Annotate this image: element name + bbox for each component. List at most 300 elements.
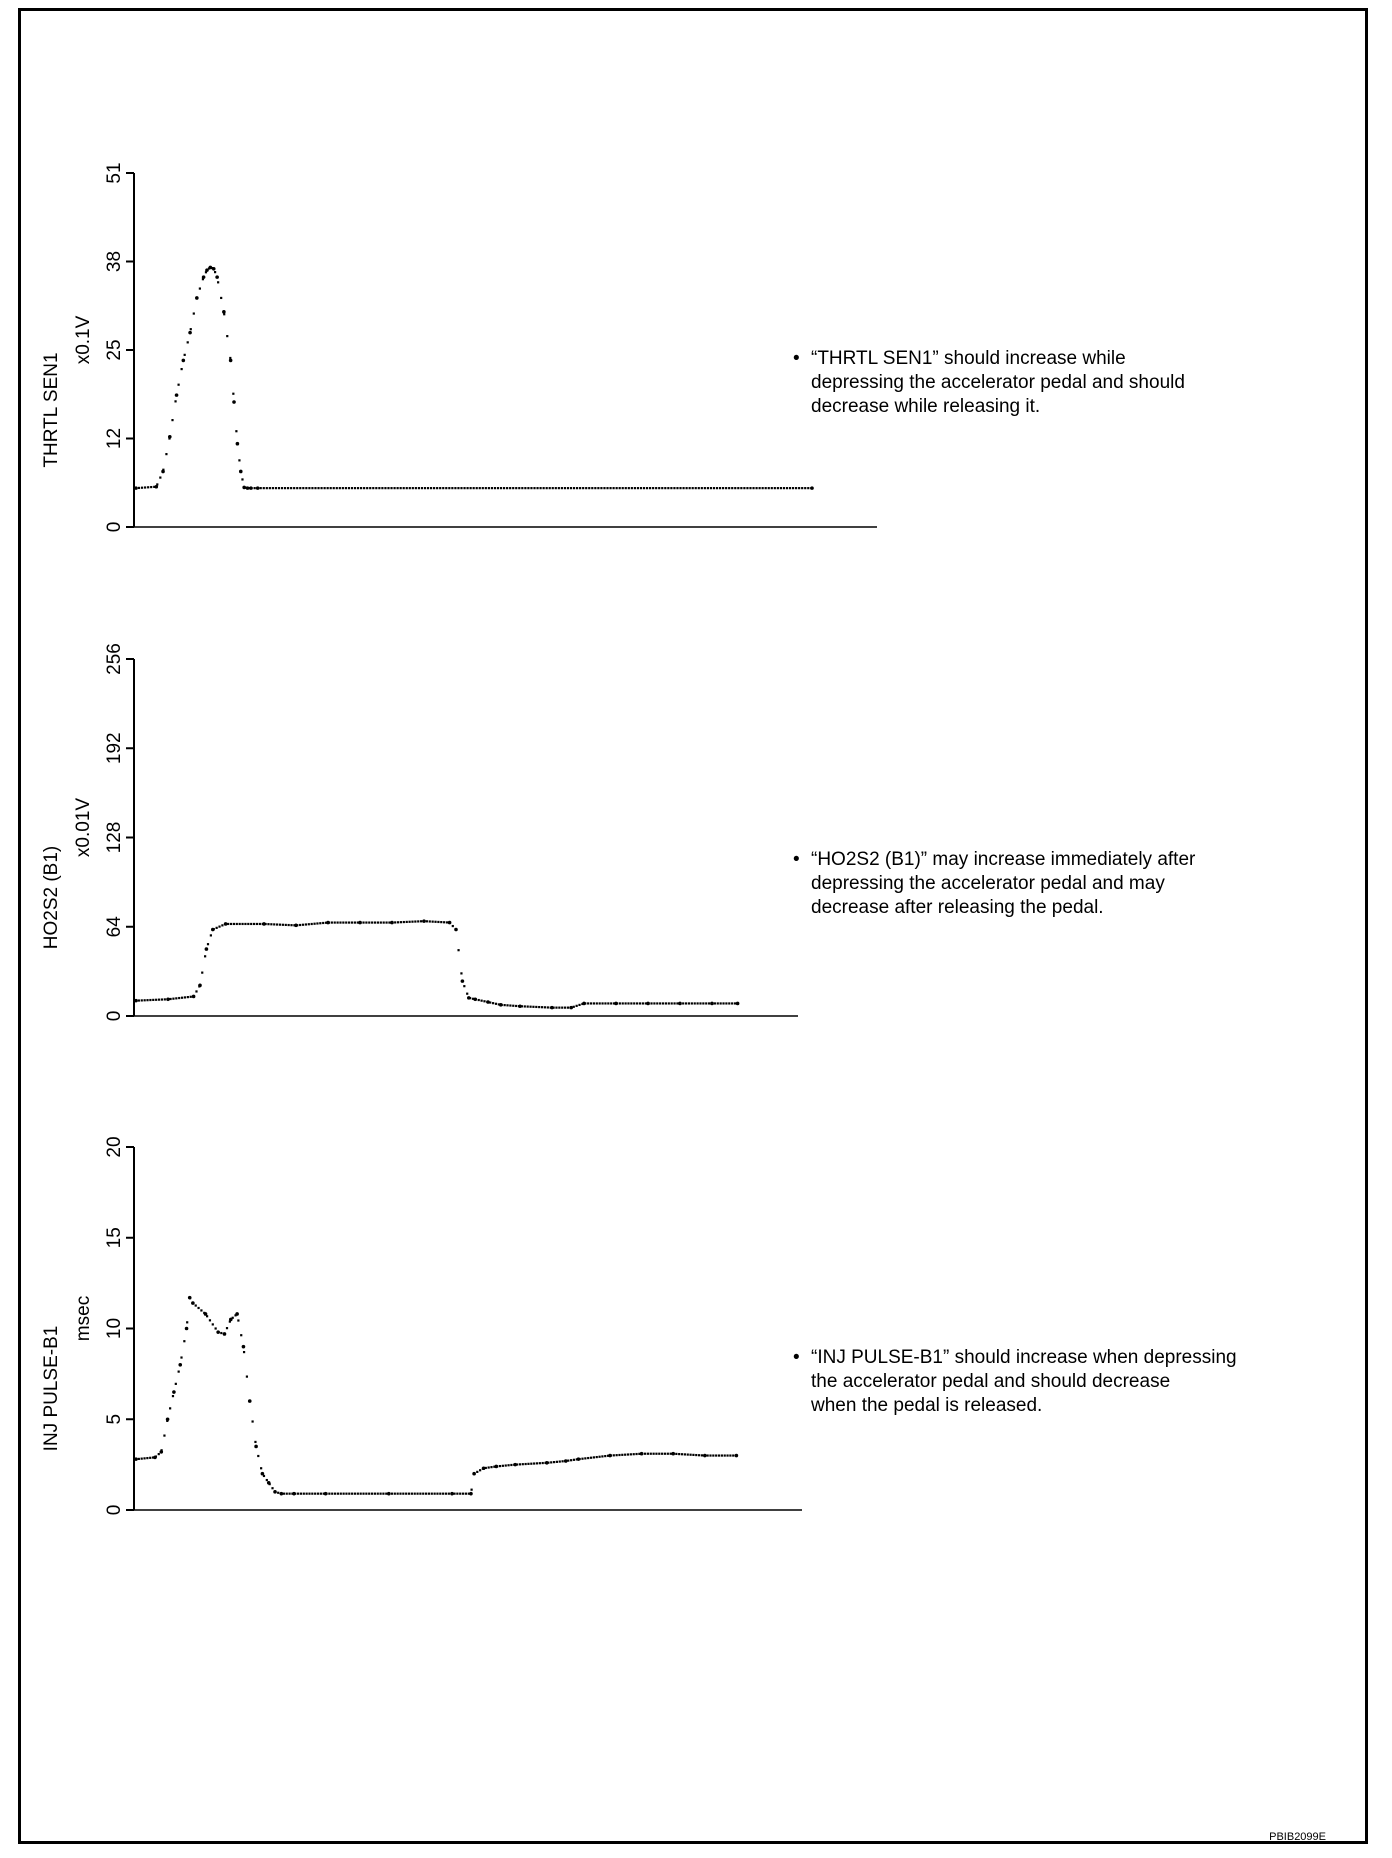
trace-dot	[354, 1493, 356, 1495]
trace-dot	[479, 1469, 481, 1471]
note-text: “INJ PULSE-B1” should increase when depressing the accelerator pedal and should decrease when the pedal is released.	[811, 1347, 1237, 1416]
trace-dot	[641, 1453, 643, 1455]
y-tick-label: 51	[104, 162, 126, 184]
trace-dot	[542, 1462, 544, 1464]
trace-dot	[424, 487, 426, 489]
trace-dot	[686, 487, 688, 489]
trace-dot	[224, 923, 226, 925]
trace-dot	[193, 312, 195, 314]
trace-dot	[406, 921, 408, 923]
data-point	[239, 470, 243, 474]
trace-dot	[419, 1493, 421, 1495]
trace-dot	[536, 1462, 538, 1464]
trace-dot	[323, 1493, 325, 1495]
trace-dot	[243, 1351, 245, 1353]
trace-dot	[527, 1463, 529, 1465]
trace-dot	[357, 487, 359, 489]
trace-dot	[190, 996, 192, 998]
trace-dot	[220, 297, 222, 299]
trace-dot	[285, 924, 287, 926]
trace-dot	[366, 487, 368, 489]
trace-dot	[552, 487, 554, 489]
trace-dot	[331, 921, 333, 923]
trace-dot	[705, 1002, 707, 1004]
trace-dot	[462, 1493, 464, 1495]
trace-dot	[627, 1002, 629, 1004]
trace-dot	[402, 1493, 404, 1495]
trace-dot	[596, 1002, 598, 1004]
trace-dot	[416, 1493, 418, 1495]
trace-dot	[186, 1321, 188, 1323]
note-text: “THRTL SEN1” should increase while depressing the accelerator pedal and should decrease while releasing it.	[811, 348, 1185, 417]
trace-dot	[553, 1007, 555, 1009]
trace-dot	[440, 921, 442, 923]
trace-dot	[630, 1002, 632, 1004]
trace-dot	[371, 921, 373, 923]
trace-dot	[233, 923, 235, 925]
trace-dot	[593, 1002, 595, 1004]
trace-dot	[382, 1493, 384, 1495]
trace-dot	[658, 1453, 660, 1455]
trace-dot	[625, 487, 627, 489]
trace-dot	[403, 487, 405, 489]
trace-dot	[223, 313, 225, 315]
trace-dot	[328, 921, 330, 923]
trace-dot	[488, 1466, 490, 1468]
trace-dot	[184, 354, 186, 356]
trace-dot	[158, 1453, 160, 1455]
trace-dot	[397, 487, 399, 489]
trace-dot	[454, 487, 456, 489]
trace-dot	[141, 487, 143, 489]
trace-dot	[645, 1002, 647, 1004]
trace-dot	[678, 1453, 680, 1455]
trace-dot	[155, 999, 157, 1001]
trace-dot	[385, 1493, 387, 1495]
trace-dot	[150, 486, 152, 488]
trace-dot	[561, 487, 563, 489]
trace-dot	[313, 923, 315, 925]
trace-dot	[609, 487, 611, 489]
trace-dot	[147, 486, 149, 488]
trace-dot	[445, 1493, 447, 1495]
trace-dot	[694, 1002, 696, 1004]
trace-dot	[509, 487, 511, 489]
trace-dot	[267, 923, 269, 925]
trace-dot	[397, 1493, 399, 1495]
y-tick-label: 0	[104, 1504, 126, 1516]
trace-dot	[357, 921, 359, 923]
trace-dot	[279, 924, 281, 926]
trace-dot	[169, 1407, 171, 1409]
trace-dot	[466, 487, 468, 489]
trace-dot	[515, 1005, 517, 1007]
trace-dot	[610, 1454, 612, 1456]
trace-dot	[601, 1002, 603, 1004]
trace-dot	[670, 1453, 672, 1455]
bullet-icon: •	[793, 1347, 800, 1368]
trace-dot	[676, 487, 678, 489]
data-point	[205, 947, 209, 951]
trace-dot	[284, 487, 286, 489]
trace-dot	[342, 487, 344, 489]
trace-dot	[325, 922, 327, 924]
trace-dot	[390, 487, 392, 489]
trace-dot	[291, 1493, 293, 1495]
trace-dot	[606, 487, 608, 489]
trace-dot	[436, 1493, 438, 1495]
trace-dot	[558, 1007, 560, 1009]
trace-dot	[567, 487, 569, 489]
trace-dot	[731, 1002, 733, 1004]
trace-dot	[698, 1454, 700, 1456]
trace-dot	[539, 1462, 541, 1464]
trace-dot	[801, 487, 803, 489]
trace-dot	[573, 1006, 575, 1008]
trace-dot	[211, 267, 213, 269]
trace-dot	[638, 1453, 640, 1455]
trace-dot	[562, 1460, 564, 1462]
trace-dot	[420, 920, 422, 922]
trace-dot	[578, 1004, 580, 1006]
trace-dot	[429, 920, 431, 922]
trace-dot	[643, 487, 645, 489]
trace-dot	[434, 1493, 436, 1495]
trace-dot	[348, 1493, 350, 1495]
trace-dot	[711, 1002, 713, 1004]
trace-dot	[195, 1304, 197, 1306]
trace-dot	[229, 357, 231, 359]
trace-dot	[573, 487, 575, 489]
trace-dot	[501, 1004, 503, 1006]
trace-dot	[381, 487, 383, 489]
trace-dot	[405, 1493, 407, 1495]
trace-dot	[673, 1002, 675, 1004]
trace-dot	[603, 487, 605, 489]
trace-dot	[453, 1493, 455, 1495]
trace-dot	[149, 1457, 151, 1459]
trace-dot	[432, 921, 434, 923]
trace-dot	[604, 1455, 606, 1457]
trace-dot	[340, 1493, 342, 1495]
y-axis-title: INJ PULSE-B1	[41, 1325, 63, 1452]
trace-dot	[244, 923, 246, 925]
trace-dot	[409, 487, 411, 489]
chart-thrtl-sen1	[41, 162, 877, 532]
trace-dot	[734, 1002, 736, 1004]
trace-dot	[673, 487, 675, 489]
trace-dot	[143, 1457, 145, 1459]
trace-dot	[675, 1453, 677, 1455]
trace-dot	[524, 1005, 526, 1007]
trace-dot	[720, 1002, 722, 1004]
trace-dot	[311, 1493, 313, 1495]
trace-dot	[470, 1489, 472, 1491]
trace-dot	[189, 1297, 191, 1299]
trace-dot	[691, 1002, 693, 1004]
trace-dot	[263, 487, 265, 489]
trace-dot	[426, 920, 428, 922]
trace-dot	[448, 487, 450, 489]
trace-dot	[679, 1002, 681, 1004]
trace-dot	[171, 419, 173, 421]
trace-dot	[491, 487, 493, 489]
trace-dot	[372, 487, 374, 489]
trace-dot	[385, 921, 387, 923]
y-unit-label: x0.01V	[73, 797, 95, 858]
trace-dot	[768, 487, 770, 489]
trace-dot	[239, 923, 241, 925]
trace-dot	[280, 1492, 282, 1494]
trace-dot	[473, 1472, 475, 1474]
data-point	[736, 1002, 740, 1006]
trace-dot	[587, 1002, 589, 1004]
trace-dot	[368, 1493, 370, 1495]
trace-dot	[311, 487, 313, 489]
trace-dot	[668, 1002, 670, 1004]
trace-dot	[679, 487, 681, 489]
trace-dot	[414, 1493, 416, 1495]
trace-dot	[732, 1454, 734, 1456]
trace-dot	[510, 1464, 512, 1466]
trace-dot	[260, 1467, 262, 1469]
trace-dot	[656, 1002, 658, 1004]
data-points	[134, 1296, 738, 1496]
trace-dot	[362, 921, 364, 923]
y-axis-title: THRTL SEN1	[41, 352, 63, 468]
trace-dot	[457, 949, 459, 951]
trace-dot	[316, 922, 318, 924]
trace-dot	[378, 487, 380, 489]
trace-dot	[213, 928, 215, 930]
trace-dot	[576, 487, 578, 489]
trace-dot	[650, 1002, 652, 1004]
trace-dot	[718, 1454, 720, 1456]
trace-dot	[558, 487, 560, 489]
trace-dot	[302, 487, 304, 489]
trace-dot	[198, 985, 200, 987]
trace-dot	[207, 943, 209, 945]
trace-dot	[555, 1007, 557, 1009]
trace-dot	[254, 487, 256, 489]
trace-dot	[256, 923, 258, 925]
y-tick-label: 0	[104, 1010, 126, 1022]
data-point	[254, 1445, 258, 1449]
trace-dot	[774, 487, 776, 489]
trace-dot	[470, 487, 472, 489]
trace-dot	[489, 1001, 491, 1003]
trace-dot	[460, 487, 462, 489]
y-unit-label: msec	[73, 1295, 95, 1342]
trace-dot	[168, 437, 170, 439]
trace-dot	[616, 1454, 618, 1456]
trace-dot	[257, 1455, 259, 1457]
trace-dot	[414, 920, 416, 922]
trace-dot	[371, 1493, 373, 1495]
trace-dot	[297, 1493, 299, 1495]
trace-dot	[273, 923, 275, 925]
trace-dot	[172, 998, 174, 1000]
trace-dot	[271, 1487, 273, 1489]
trace-dot	[135, 1000, 137, 1002]
trace-dot	[159, 476, 161, 478]
trace-dot	[452, 925, 454, 927]
trace-dot	[695, 1454, 697, 1456]
chart-inj-pulse-b1	[41, 1136, 802, 1515]
trace-dot	[354, 921, 356, 923]
trace-dot	[199, 287, 201, 289]
trace-dot	[266, 1479, 268, 1481]
trace-dot	[746, 487, 748, 489]
trace-dot	[210, 934, 212, 936]
trace-dot	[278, 487, 280, 489]
trace-dot	[789, 487, 791, 489]
data-points	[134, 919, 739, 1009]
trace-dot	[387, 487, 389, 489]
trace-dot	[624, 1454, 626, 1456]
trace-dot	[795, 487, 797, 489]
trace-dot	[144, 486, 146, 488]
trace-dot	[249, 1400, 251, 1402]
trace-dot	[146, 999, 148, 1001]
trace-dot	[286, 1493, 288, 1495]
trace-dot	[217, 1331, 219, 1333]
trace-dot	[533, 1462, 535, 1464]
trace-dot	[274, 1491, 276, 1493]
data-point	[242, 1345, 246, 1349]
trace-dot	[411, 1493, 413, 1495]
y-tick-label: 64	[104, 916, 126, 938]
trace-dot	[726, 1454, 728, 1456]
data-point	[215, 275, 219, 279]
trace-dot	[627, 1453, 629, 1455]
data-point	[461, 979, 465, 983]
trace-dot	[303, 1493, 305, 1495]
trace-dot	[263, 1475, 265, 1477]
trace-dot	[293, 924, 295, 926]
trace-dot	[493, 1466, 495, 1468]
trace-dot	[701, 1454, 703, 1456]
trace-dot	[618, 1454, 620, 1456]
trace-dot	[482, 1468, 484, 1470]
trace-dot	[232, 1317, 234, 1319]
trace-dot	[481, 1000, 483, 1002]
y-tick-label: 20	[104, 1136, 126, 1158]
trace-dot	[483, 1000, 485, 1002]
trace-dot	[475, 998, 477, 1000]
trace-dot	[546, 487, 548, 489]
trace-dot	[521, 487, 523, 489]
data-point	[182, 359, 186, 363]
trace-dot	[634, 487, 636, 489]
trace-dot	[155, 1455, 157, 1457]
trace-dot	[519, 1463, 521, 1465]
data-point	[222, 310, 226, 314]
trace-dot	[300, 1493, 302, 1495]
trace-dot	[178, 997, 180, 999]
trace-dot	[786, 487, 788, 489]
trace-dot	[218, 926, 220, 928]
trace-dot	[234, 1314, 236, 1316]
trace-dot	[384, 487, 386, 489]
bullet-icon: •	[793, 849, 800, 870]
trace-dot	[463, 985, 465, 987]
trace-dot	[305, 923, 307, 925]
trace-dot	[682, 487, 684, 489]
trace-dot	[512, 1005, 514, 1007]
trace-dot	[498, 1003, 500, 1005]
trace-dot	[505, 1464, 507, 1466]
data-point	[229, 359, 233, 363]
trace-dot	[439, 487, 441, 489]
trace-dot	[594, 487, 596, 489]
trace-dot	[135, 487, 137, 489]
trace-dot	[369, 487, 371, 489]
trace-dot	[357, 1493, 359, 1495]
trace-dot	[504, 1004, 506, 1006]
trace-dot	[236, 923, 238, 925]
trace-dot	[379, 1493, 381, 1495]
trace-dot	[308, 923, 310, 925]
trace-dot	[667, 1453, 669, 1455]
trace-dot	[253, 923, 255, 925]
trace-dot	[246, 1375, 248, 1377]
y-tick-label: 5	[104, 1413, 126, 1425]
trace-dot	[728, 487, 730, 489]
trace-dot	[522, 1463, 524, 1465]
y-tick-label: 192	[104, 732, 126, 765]
trace-dot	[348, 921, 350, 923]
trace-dot	[302, 924, 304, 926]
trace-dot	[339, 921, 341, 923]
trace-dot	[237, 1319, 239, 1321]
trace-dot	[538, 1006, 540, 1008]
trace-dot	[439, 1493, 441, 1495]
dotted-trace	[135, 267, 813, 489]
trace-dot	[229, 1321, 231, 1323]
trace-dot	[223, 1333, 225, 1335]
trace-dot	[495, 1003, 497, 1005]
trace-dot	[590, 1002, 592, 1004]
trace-dot	[590, 1457, 592, 1459]
trace-dot	[485, 1467, 487, 1469]
y-tick-label: 38	[104, 250, 126, 273]
trace-dot	[138, 487, 140, 489]
trace-dot	[807, 487, 809, 489]
dotted-trace	[135, 1297, 737, 1495]
trace-dot	[676, 1002, 678, 1004]
trace-dot	[393, 487, 395, 489]
trace-dot	[221, 924, 223, 926]
trace-dot	[567, 1460, 569, 1462]
trace-dot	[169, 998, 171, 1000]
trace-dot	[343, 1493, 345, 1495]
y-tick-label: 128	[104, 821, 126, 854]
trace-dot	[642, 1002, 644, 1004]
trace-dot	[665, 1002, 667, 1004]
trace-dot	[336, 487, 338, 489]
trace-dot	[650, 1453, 652, 1455]
trace-dot	[695, 487, 697, 489]
trace-dot	[397, 921, 399, 923]
trace-dot	[175, 1383, 177, 1385]
y-tick-label: 12	[104, 427, 126, 450]
trace-dot	[749, 487, 751, 489]
trace-dot	[543, 487, 545, 489]
trace-dot	[153, 486, 155, 488]
trace-dot	[254, 1441, 256, 1443]
trace-dot	[500, 487, 502, 489]
